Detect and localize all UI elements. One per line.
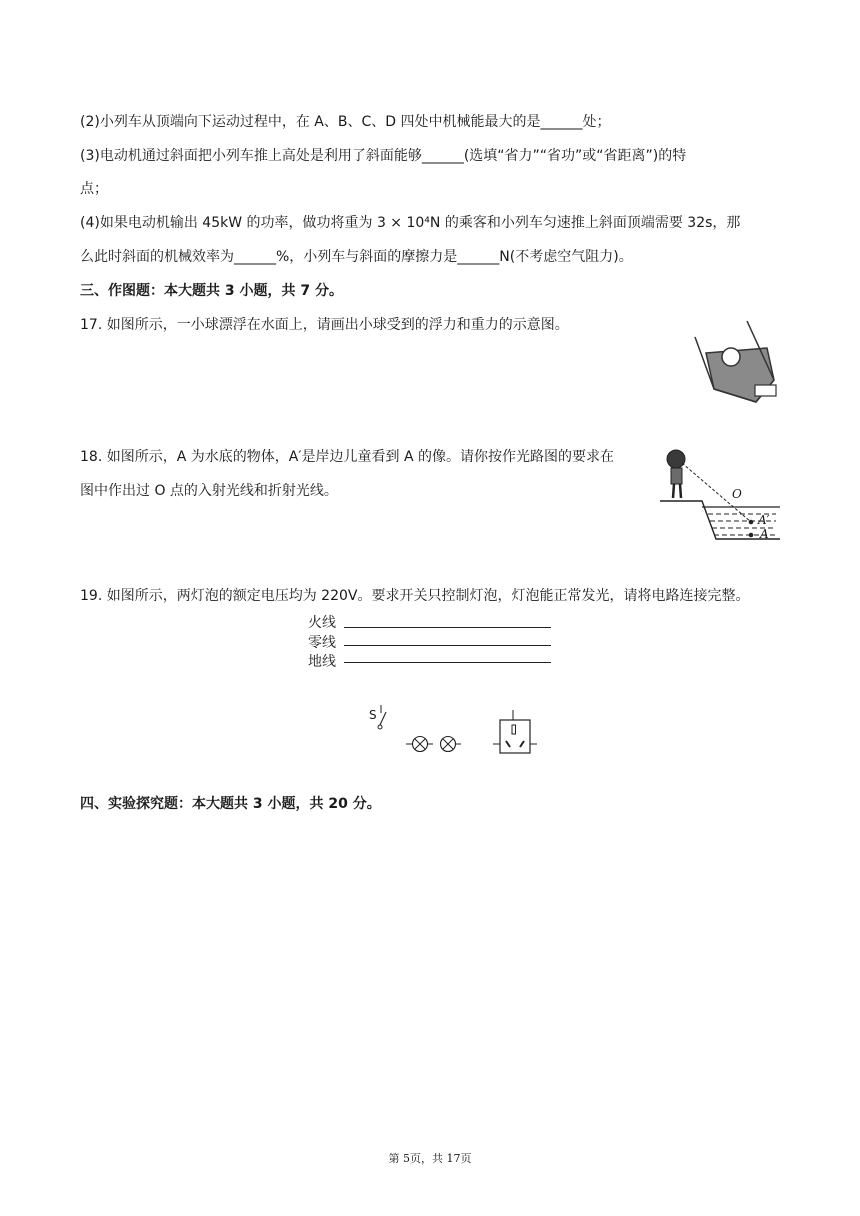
- section-3-heading: 三、作图题：本大题共 3 小题，共 7 分。: [80, 283, 343, 299]
- switch-icon: [378, 705, 386, 729]
- question-16-part-4: (4)如果电动机输出 45kW 的功率，做功将重为 3 × 10⁴N 的乘客和小列车匀速推上斜面顶端需要 32s，那: [80, 215, 741, 231]
- switch-label: S: [369, 708, 377, 722]
- circuit-figure: [300, 612, 560, 762]
- socket-icon: [493, 710, 537, 753]
- label-A: A: [760, 527, 769, 541]
- live-wire-label: 火线: [308, 615, 336, 631]
- lamp-icon: [406, 737, 461, 752]
- label-A-prime: A′: [758, 513, 770, 527]
- question-16-part-3: (3)电动机通过斜面把小列车推上高处是利用了斜面能够______(选填“省力”“省功”或“省距离”)的特: [80, 148, 687, 164]
- question-19: 19. 如图所示，两灯泡的额定电压均为 220V。要求开关只控制灯泡，灯泡能正常发光，请将电路连接完整。: [80, 588, 750, 604]
- question-18-line-2: 图中作出过 O 点的入射光线和折射光线。: [80, 483, 338, 499]
- ground-wire-label: 地线: [308, 654, 336, 670]
- question-16-part-4-cont: 么此时斜面的机械效率为______%，小列车与斜面的摩擦力是______N(不考虑空气阻力)。: [80, 249, 633, 265]
- question-16-part-3-cont: 点；: [80, 181, 108, 197]
- floating-ball-figure: [688, 318, 784, 404]
- section-4-heading: 四、实验探究题：本大题共 3 小题，共 20 分。: [80, 796, 381, 812]
- question-17: 17. 如图所示，一小球漂浮在水面上，请画出小球受到的浮力和重力的示意图。: [80, 317, 569, 333]
- question-18-line-1: 18. 如图所示，A 为水底的物体，A′是岸边儿童看到 A 的像。请你按作光路图的要求在: [80, 449, 614, 465]
- neutral-wire-label: 零线: [308, 635, 336, 651]
- label-O: O: [732, 487, 742, 501]
- question-16-part-2: (2)小列车从顶端向下运动过程中，在 A、B、C、D 四处中机械能最大的是______处；: [80, 114, 611, 130]
- light-path-figure: [656, 443, 780, 547]
- page-footer: 第 5页，共 17页: [388, 1152, 472, 1165]
